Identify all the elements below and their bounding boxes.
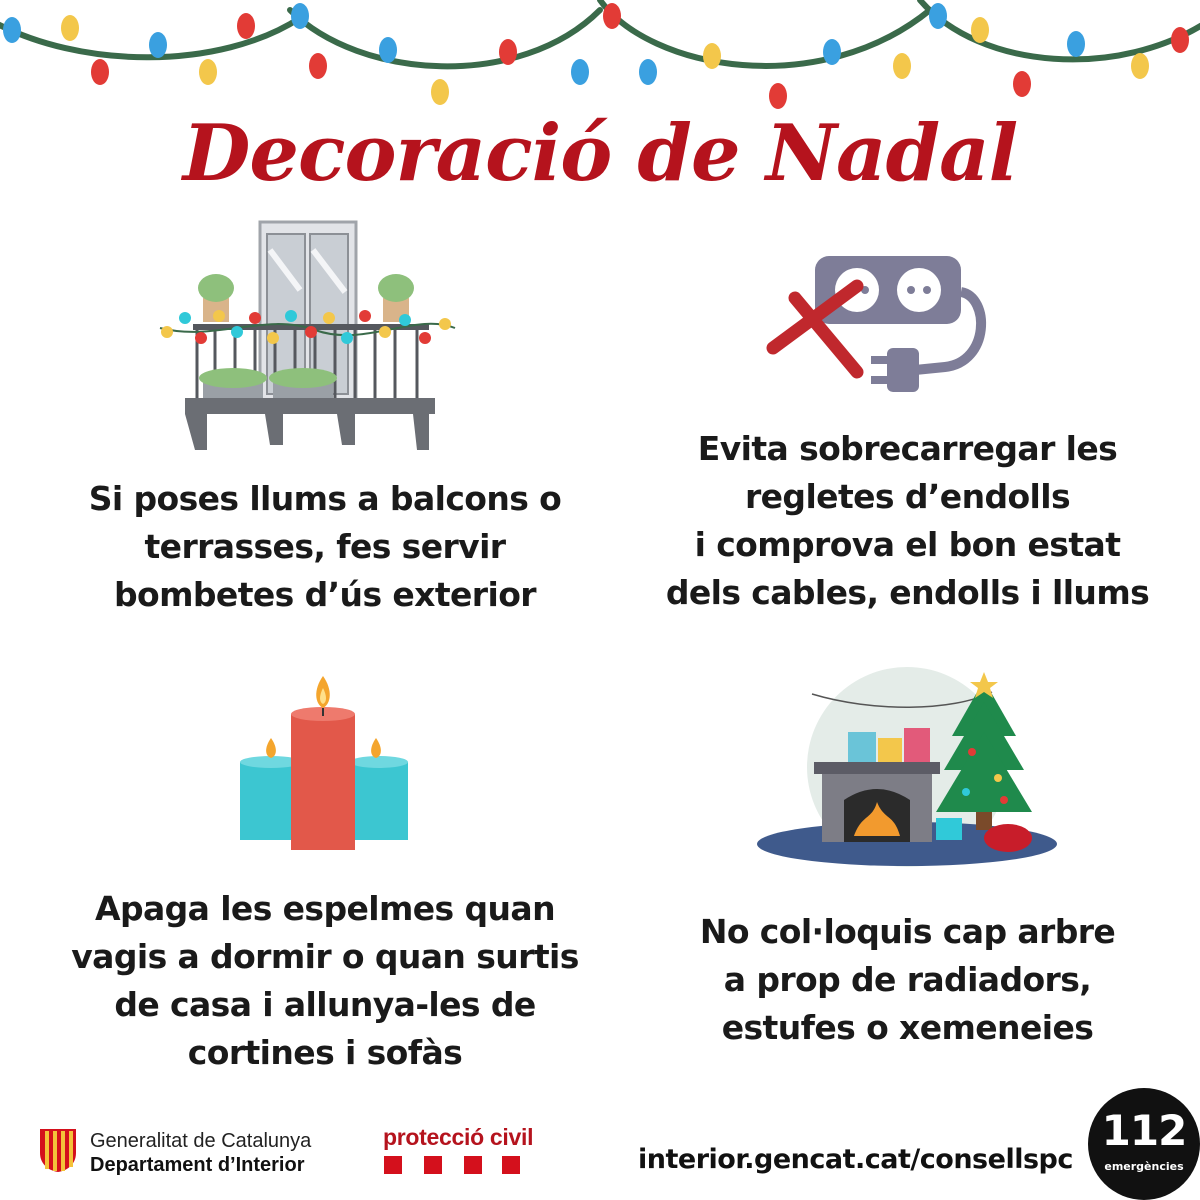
light-bulb bbox=[91, 59, 109, 85]
christmas-lights-icon bbox=[0, 0, 1200, 120]
light-bulb bbox=[149, 32, 167, 58]
pc-square bbox=[384, 1156, 402, 1174]
tip-line: terrasses, fes servir bbox=[144, 527, 506, 566]
tip-line: de casa i allunya-les de bbox=[114, 985, 536, 1024]
tip-line: Apaga les espelmes quan bbox=[95, 889, 555, 928]
pc-square bbox=[424, 1156, 442, 1174]
government-name: Generalitat de Catalunya bbox=[90, 1130, 312, 1152]
light-bulb bbox=[639, 59, 657, 85]
tip-candles bbox=[40, 885, 610, 1077]
light-bulb bbox=[823, 39, 841, 65]
light-bulb bbox=[309, 53, 327, 79]
light-bulb bbox=[1131, 53, 1149, 79]
tip-line: regletes d’endolls bbox=[744, 477, 1071, 516]
tip-balcony-lights bbox=[40, 475, 610, 619]
tip-line: cortines i sofàs bbox=[187, 1033, 463, 1072]
website-link[interactable]: interior.gencat.cat/consellspc bbox=[638, 1144, 1073, 1175]
light-bulb bbox=[893, 53, 911, 79]
tip-line: vagis a dormir o quan surtis bbox=[71, 937, 579, 976]
tip-power-strip bbox=[620, 425, 1195, 617]
light-bulb bbox=[61, 15, 79, 41]
light-bulb bbox=[199, 59, 217, 85]
tip-line: Evita sobrecarregar les bbox=[697, 429, 1118, 468]
light-bulb bbox=[499, 39, 517, 65]
tip-line: No col·loquis cap arbre bbox=[699, 912, 1116, 951]
tip-christmas-tree bbox=[620, 908, 1195, 1052]
light-bulb bbox=[379, 37, 397, 63]
tip-line: estufes o xemeneies bbox=[721, 1008, 1094, 1047]
page-title: Decoració de Nadal bbox=[182, 108, 1018, 199]
badge-number: 112 bbox=[1101, 1106, 1187, 1155]
light-bulb bbox=[929, 3, 947, 29]
fireplace-tree-icon bbox=[752, 652, 1062, 872]
tip-line: i comprova el bon estat bbox=[694, 525, 1121, 564]
light-bulb bbox=[703, 43, 721, 69]
pc-square bbox=[464, 1156, 482, 1174]
light-bulb bbox=[603, 3, 621, 29]
light-bulb bbox=[291, 3, 309, 29]
tip-line: Si poses llums a balcons o bbox=[88, 479, 562, 518]
light-bulb bbox=[1013, 71, 1031, 97]
light-bulb bbox=[431, 79, 449, 105]
balcony-lights-icon bbox=[155, 220, 460, 460]
tip-line: bombetes d’ús exterior bbox=[114, 575, 536, 614]
overloaded-power-strip-icon bbox=[765, 252, 990, 400]
light-bulb bbox=[1171, 27, 1189, 53]
light-bulb bbox=[571, 59, 589, 85]
badge-label: emergències bbox=[1104, 1160, 1184, 1173]
proteccio-civil-logo: protecció civil bbox=[383, 1124, 534, 1150]
department-name: Departament d’Interior bbox=[90, 1154, 305, 1176]
light-bulb bbox=[971, 17, 989, 43]
light-bulb bbox=[1067, 31, 1085, 57]
tip-line: dels cables, endolls i llums bbox=[665, 573, 1150, 612]
light-bulb bbox=[769, 83, 787, 109]
candles-icon bbox=[235, 670, 415, 855]
light-bulb bbox=[237, 13, 255, 39]
tip-line: a prop de radiadors, bbox=[723, 960, 1092, 999]
generalitat-seal-icon bbox=[38, 1127, 78, 1173]
light-bulb bbox=[3, 17, 21, 43]
pc-square bbox=[502, 1156, 520, 1174]
